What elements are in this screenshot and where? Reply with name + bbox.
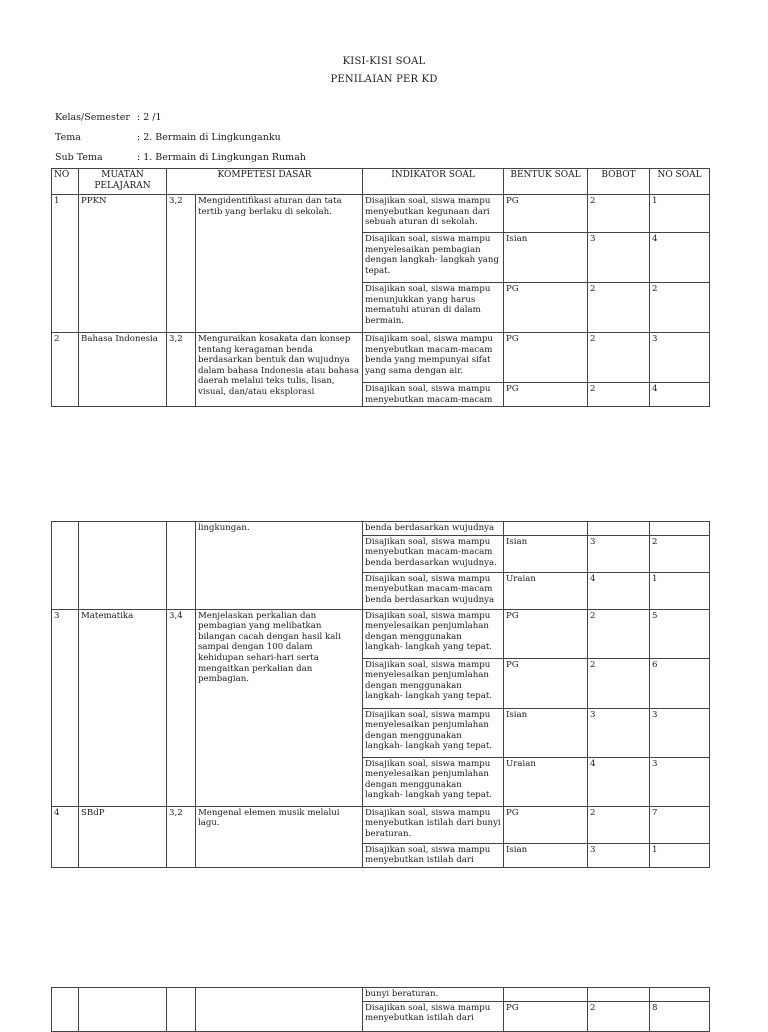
meta-value: : 2. Bermain di Lingkunganku (137, 132, 281, 143)
cell-indicator: Disajikan soal, siswa mampu menyelesaikan penjumlahan dengan menggunakan langkah- langkah yang tepat. (363, 708, 504, 757)
cell-weight: 2 (588, 195, 650, 233)
cell-question-form: Uraian (504, 757, 588, 806)
cell-indicator: Disajikan soal, siswa mampu menyebutkan macam-macam benda berdasarkan wujudnya. (363, 535, 504, 572)
col-header-question-form: BENTUK SOAL (504, 169, 588, 195)
cell-question-no: 2 (650, 535, 710, 572)
cell-indicator: Disajikan soal, siswa mampu menyebutkan istilah dari (363, 1001, 504, 1031)
cell-question-form: Isian (504, 843, 588, 867)
cell-question-no: 4 (650, 383, 710, 407)
cell-weight: 4 (588, 757, 650, 806)
meta-label: Tema (55, 132, 81, 143)
cell-weight: 2 (588, 806, 650, 843)
cell-weight: 4 (588, 572, 650, 609)
cell-indicator: Disajikam soal, siswa mampu menyebutkan macam-macam benda yang mempunyai sifat yang sama dengan air. (363, 333, 504, 383)
cell-indicator: benda berdasarkan wujudnya (363, 522, 504, 536)
cell-question-no: 6 (650, 658, 710, 708)
cell-question-no: 3 (650, 708, 710, 757)
cell-subject (79, 988, 167, 1032)
cell-question-form: Isian (504, 708, 588, 757)
cell-indicator: bunyi beraturan. (363, 988, 504, 1002)
cell-no: 2 (52, 333, 79, 407)
cell-indicator: Disajikan soal, siswa mampu menyelesaikan penjumlahan dengan menggunakan langkah- langkah yang tepat. (363, 757, 504, 806)
table-row (52, 195, 710, 233)
cell-question-form: PG (504, 609, 588, 658)
cell-indicator: Disajikan soal, siswa mampu menyelesaikan penjumlahan dengan menggunakan langkah- langkah yang tepat. (363, 609, 504, 658)
cell-indicator: Disajikan soal, siswa mampu menyebutkan macam-macam benda berdasarkan wujudnya (363, 572, 504, 609)
cell-question-form (504, 522, 588, 536)
cell-kd-number: 3,2 (167, 195, 196, 333)
cell-basic-competence: Menjelaskan perkalian dan pembagian yang melibatkan bilangan cacah dengan hasil kali sampai dengan 100 dalam kehidupan sehari-hari serta mengaitkan perkalian dan pembagian. (196, 609, 363, 806)
cell-weight: 2 (588, 283, 650, 333)
table-row (52, 806, 710, 843)
cell-no: 4 (52, 806, 79, 867)
meta-value: : 2 /1 (137, 112, 162, 123)
cell-no: 1 (52, 195, 79, 333)
cell-subject: PPKN (79, 195, 167, 333)
cell-kd-number (167, 988, 196, 1032)
table-row (52, 988, 710, 1002)
cell-question-form: PG (504, 1001, 588, 1031)
cell-question-no: 3 (650, 757, 710, 806)
col-header-question-no: NO SOAL (650, 169, 710, 195)
table-row (52, 333, 710, 383)
cell-weight: 3 (588, 535, 650, 572)
cell-question-form: PG (504, 658, 588, 708)
cell-question-no: 1 (650, 843, 710, 867)
cell-weight: 3 (588, 708, 650, 757)
cell-question-no: 7 (650, 806, 710, 843)
cell-question-no (650, 988, 710, 1002)
table-row (52, 522, 710, 536)
cell-question-no: 2 (650, 283, 710, 333)
cell-weight: 2 (588, 333, 650, 383)
cell-kd-number: 3,4 (167, 609, 196, 806)
cell-no: 3 (52, 609, 79, 806)
cell-kd-number: 3,2 (167, 333, 196, 407)
cell-weight: 2 (588, 609, 650, 658)
col-header-weight: BOBOT (588, 169, 650, 195)
grid-table-page-1 (51, 168, 710, 407)
cell-basic-competence: Menguraikan kosakata dan konsep tentang keragaman benda berdasarkan bentuk dan wujudnya dalam bahasa Indonesia atau bahasa daerah melalui teks tulis, lisan, visual, dan/atau eksplorasi (196, 333, 363, 407)
cell-indicator: Disajikan soal, siswa mampu menyebutkan macam-macam (363, 383, 504, 407)
cell-question-no (650, 522, 710, 536)
cell-no (52, 988, 79, 1032)
cell-indicator: Disajikan soal, siswa mampu menyelesaikan pembagian dengan langkah- langkah yang tepat. (363, 233, 504, 283)
col-header-indicator: INDIKATOR SOAL (363, 169, 504, 195)
meta-label: Kelas/Semester (55, 112, 130, 123)
cell-question-form: Uraian (504, 572, 588, 609)
cell-subject: SBdP (79, 806, 167, 867)
cell-kd-number: 3,2 (167, 806, 196, 867)
cell-question-form: PG (504, 333, 588, 383)
cell-weight (588, 988, 650, 1002)
cell-question-no: 3 (650, 333, 710, 383)
document-title: KISI-KISI SOAL (342, 56, 426, 67)
cell-indicator: Disajikan soal, siswa mampu menyebutkan istilah dari (363, 843, 504, 867)
cell-weight: 2 (588, 658, 650, 708)
cell-question-form: PG (504, 806, 588, 843)
cell-question-no: 4 (650, 233, 710, 283)
cell-question-no: 8 (650, 1001, 710, 1031)
table-row (52, 609, 710, 658)
col-header-subject: MUATAN PELAJARAN (79, 169, 167, 195)
cell-basic-competence: Mengenal elemen musik melalui lagu. (196, 806, 363, 867)
cell-subject: Bahasa Indonesia (79, 333, 167, 407)
cell-weight: 3 (588, 843, 650, 867)
cell-kd-number (167, 522, 196, 610)
col-header-no: NO (52, 169, 79, 195)
cell-subject (79, 522, 167, 610)
cell-question-no: 1 (650, 195, 710, 233)
cell-weight: 3 (588, 233, 650, 283)
cell-question-no: 5 (650, 609, 710, 658)
cell-weight: 2 (588, 383, 650, 407)
cell-indicator: Disajikan soal, siswa mampu menyebutkan istilah dari bunyi beraturan. (363, 806, 504, 843)
cell-weight: 2 (588, 1001, 650, 1031)
meta-label: Sub Tema (55, 152, 103, 163)
cell-indicator: Disajikan soal, siswa mampu menyebutkan kegunaan dari sebuah aturan di sekolah. (363, 195, 504, 233)
grid-table-page-2 (51, 521, 710, 868)
cell-question-form (504, 988, 588, 1002)
meta-value: : 1. Bermain di Lingkungan Rumah (137, 152, 306, 163)
grid-table-page-3 (51, 987, 710, 1032)
cell-question-form: Isian (504, 233, 588, 283)
cell-indicator: Disajikan soal, siswa mampu menunjukkan yang harus mematuhi aturan di dalam bermain. (363, 283, 504, 333)
cell-subject: Matematika (79, 609, 167, 806)
cell-no (52, 522, 79, 610)
cell-basic-competence: lingkungan. (196, 522, 363, 610)
cell-question-form: PG (504, 195, 588, 233)
document-subtitle: PENILAIAN PER KD (330, 74, 438, 85)
cell-basic-competence: Mengidentifikasi aturan dan tata tertib yang berlaku di sekolah. (196, 195, 363, 333)
cell-weight (588, 522, 650, 536)
cell-question-no: 1 (650, 572, 710, 609)
cell-indicator: Disajikan soal, siswa mampu menyelesaikan penjumlahan dengan menggunakan langkah- langkah yang tepat. (363, 658, 504, 708)
cell-question-form: PG (504, 283, 588, 333)
col-header-basic-competence: KOMPETESI DASAR (167, 169, 363, 195)
cell-question-form: Isian (504, 535, 588, 572)
cell-basic-competence (196, 988, 363, 1032)
cell-question-form: PG (504, 383, 588, 407)
